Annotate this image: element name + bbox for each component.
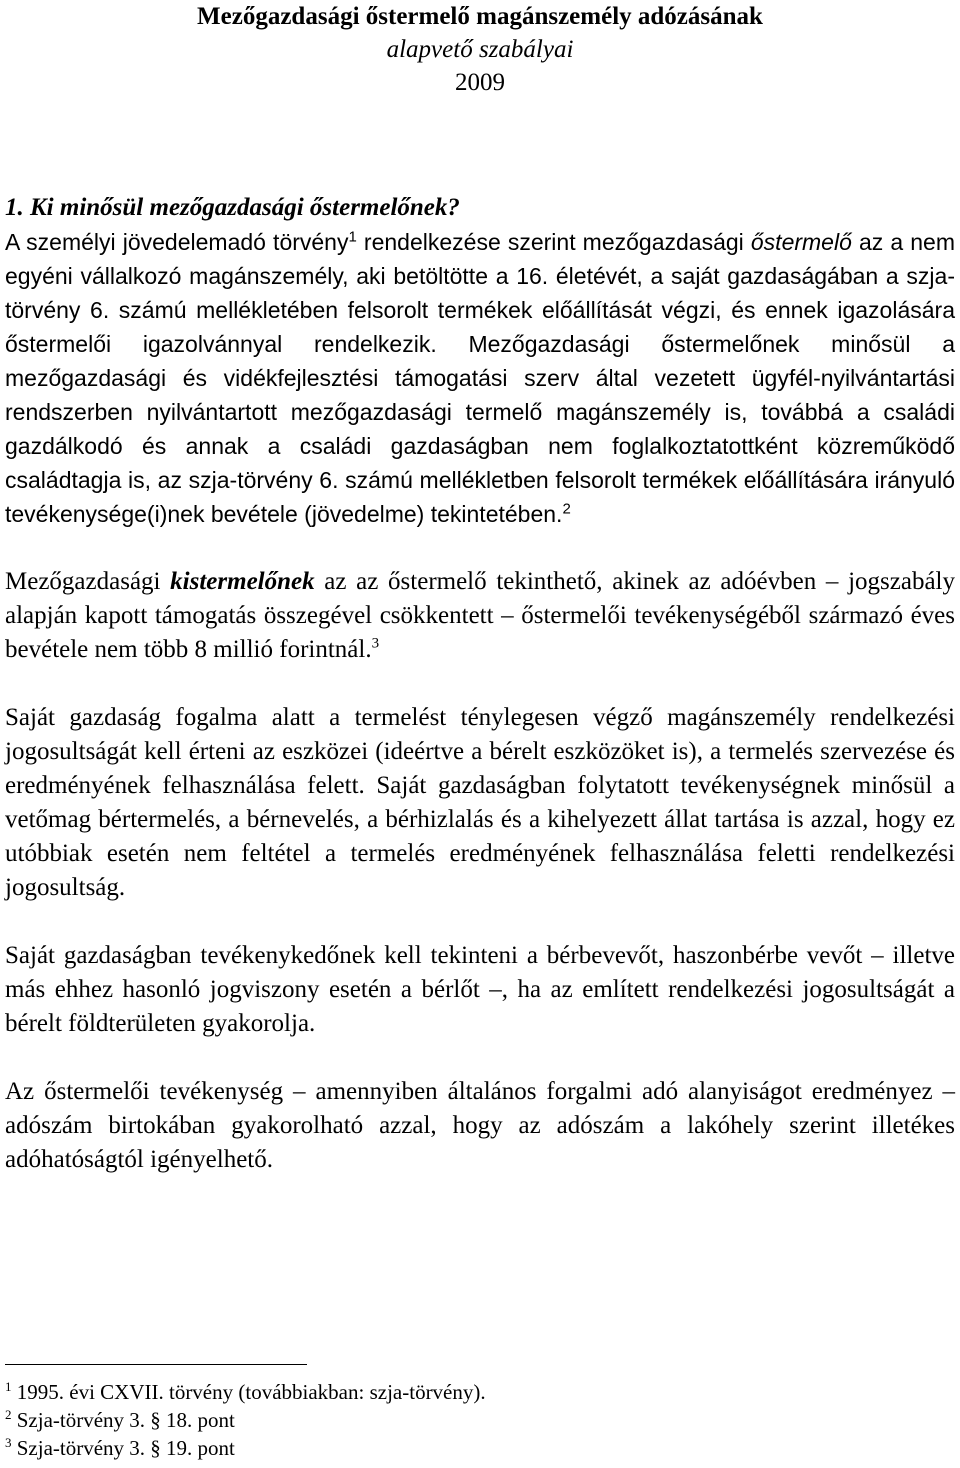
footnote-separator (5, 1364, 307, 1365)
document-page (5, 0, 955, 1177)
paragraph-text: Mezőgazdasági (5, 568, 171, 595)
footnotes (5, 1378, 905, 1462)
section-heading: 1. Ki minősül mezőgazdasági őstermelőnek? (5, 194, 460, 221)
paragraph-kistermelo (5, 565, 955, 667)
paragraph-berbevevo: Saját gazdaságban tevékenykedőnek kell tekinteni a bérbevevőt, haszonbérbe vevőt – illetve más ehhez hasonló jogviszony esetén a bérlőt –, ha az említett rendelkezési jogosultságát a bérelt földterületen gyakorolja. (5, 942, 955, 1037)
footnote (5, 1378, 905, 1406)
footnote-ref: 3 (371, 635, 380, 652)
paragraph-text: az az őstermelő tekinthető, akinek az adóévben – jogszabály alapján kapott támogatás összegével csökkentett – őstermelői tevékenységéből származó éves bevétele nem több 8 millió forintnál. (5, 568, 955, 663)
footnote-ref: 2 (562, 500, 571, 518)
footnote-number: 1 (5, 1379, 12, 1394)
footnote (5, 1434, 905, 1462)
footnote-text: Szja-törvény 3. § 19. pont (11, 1436, 235, 1460)
paragraph-text: rendelkezése szerint mezőgazdasági (356, 229, 751, 255)
emphasis-term: őstermelő (750, 229, 852, 255)
footnote-ref: 1 (348, 228, 357, 246)
footnote (5, 1406, 905, 1434)
paragraph-text: az a nem egyéni vállalkozó magánszemély, aki betöltötte a 16. életévét, a saját gazdaságában a szja-törvény 6. számú mellékletében felsorolt termékek előállítását végzi, és ennek igazolására őstermelői igazolvánnyal rendelkezik. Mezőgazdasági őstermelőnek minősül a mezőgazdasági és vidékfejlesztési támogatási szerv által vezetett ügyfél-nyilvántartási rendszerben nyilvántartott mezőgazdasági termelő magánszemély is, továbbá a családi gazdálkodó és annak a családi gazdaságban nem foglalkoztatottként közreműködő családtagja is, az szja-törvény 6. számú mellékletben felsorolt termékek előállítására irányuló tevékenysége(i)nek bevétele (jövedelme) tekintetében. (5, 229, 956, 527)
document-subtitle: alapvető szabályai (386, 36, 574, 63)
emphasis-term: kistermelőnek (170, 568, 315, 595)
document-title: Mezőgazdasági őstermelő magánszemély adózásának (197, 3, 763, 30)
paragraph-adoszam: Az őstermelői tevékenység – amennyiben általános forgalmi adó alanyiságot eredményez – adószám birtokában gyakorolható azzal, hogy az adószám a lakóhely szerint illetékes adóhatóságtól igényelhető. (5, 1078, 955, 1173)
paragraph-text: A személyi jövedelemadó törvény (5, 229, 349, 255)
footnote-text: Szja-törvény 3. § 18. pont (11, 1408, 235, 1432)
paragraph-definition (5, 225, 955, 531)
footnote-number: 2 (5, 1407, 12, 1422)
paragraph-sajat-gazdasag: Saját gazdaság fogalma alatt a termelést ténylegesen végző magánszemély rendelkezési jogosultságát kell érteni az eszközei (ideértve a bérelt eszközöket is), a termelés szervezése és eredményének felhasználása felett. Saját gazdaságban folytatott tevékenységnek minősül a vetőmag bértermelés, a bérnevelés, a bérhizlalás és a kihelyezett állat tartása is azzal, hogy ez utóbbiak esetén nem feltétel a termelés eredményének felhasználása feletti rendelkezési jogosultság. (5, 704, 955, 901)
document-year: 2009 (455, 69, 505, 96)
footnote-number: 3 (5, 1435, 12, 1450)
footnote-text: 1995. évi CXVII. törvény (továbbiakban: szja-törvény). (11, 1380, 486, 1404)
